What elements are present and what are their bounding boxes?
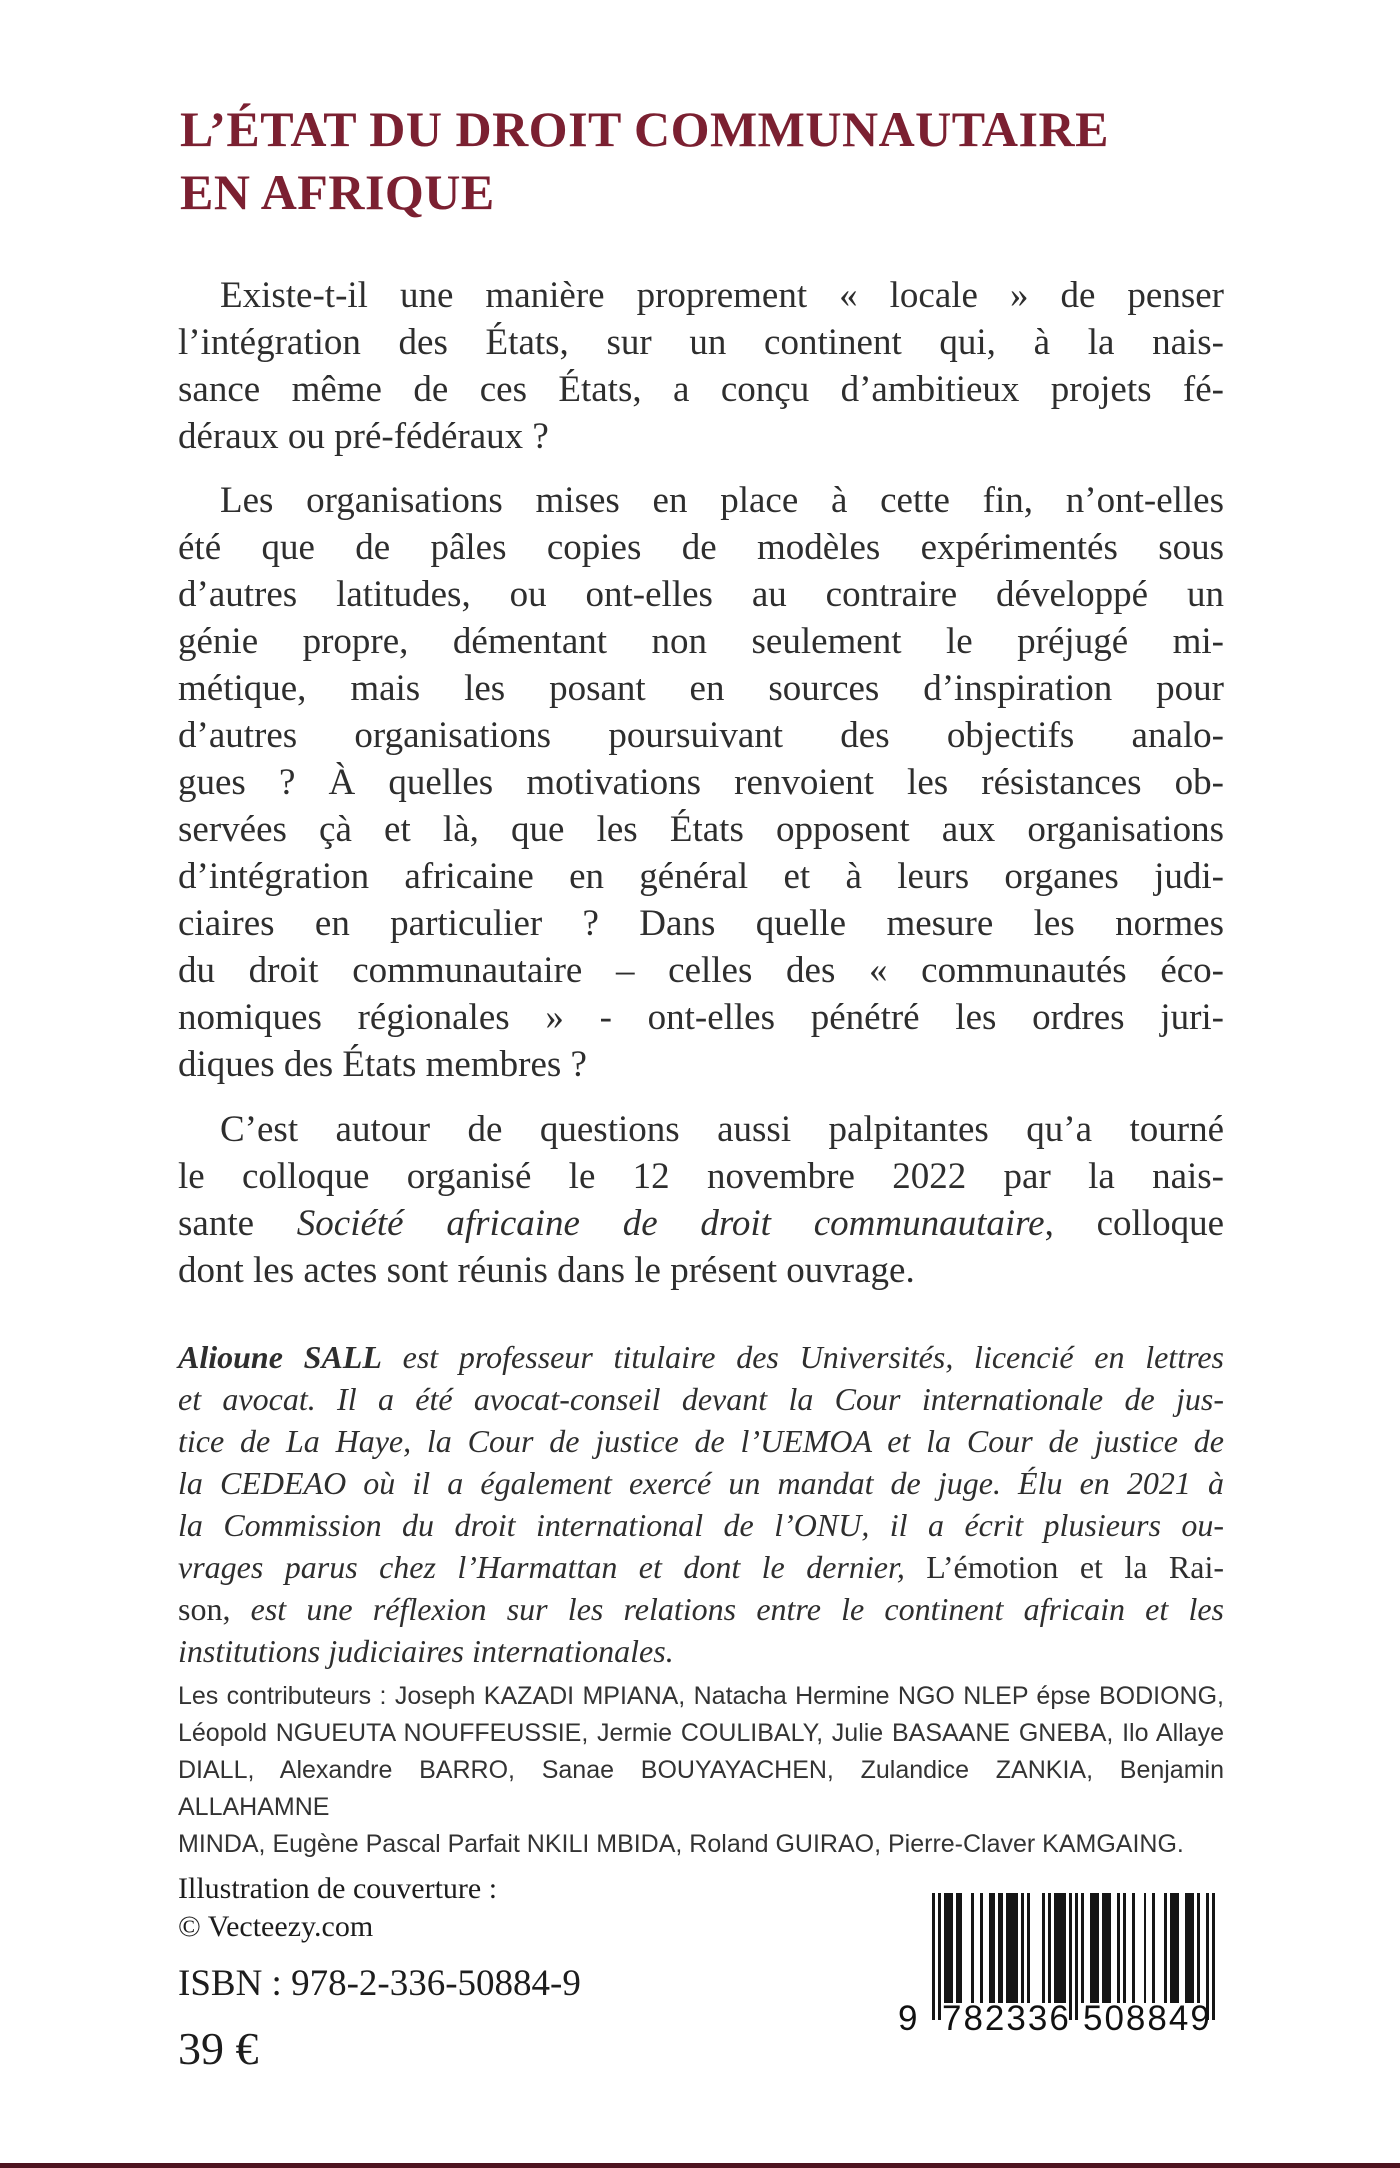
text-line: dont les actes sont réunis dans le présent ouvrage. [178, 1250, 915, 1291]
text-line: l’intégration des États, sur un continent qui, à la nais- [178, 322, 1224, 363]
barcode-bar [998, 1893, 1004, 2003]
barcode-bar [1048, 1893, 1051, 2003]
contributors-list [178, 1678, 1224, 1863]
book-title-line1: L’ÉTAT DU DROIT COMMUNAUTAIRE [180, 101, 1109, 157]
text-line: servées çà et là, que les États opposent aux organisations [178, 809, 1224, 850]
text-line: d’autres latitudes, ou ont-elles au contraire développé un [178, 574, 1224, 615]
text-line: institutions judiciaires internationales. [178, 1633, 674, 1669]
text-line: diques des États membres ? [178, 1044, 587, 1085]
barcode-bar [932, 1893, 935, 2020]
barcode-bar [944, 1893, 953, 2003]
barcode-bar [1054, 1893, 1066, 2003]
text-line: tice de La Haye, la Cour de justice de l’UEMOA et la Cour de justice de [178, 1423, 1224, 1459]
cover-illustration-source: © Vecteezy.com [178, 1910, 374, 1943]
barcode-bar [938, 1893, 941, 2020]
cover-illustration-credit [178, 1870, 497, 1946]
barcode-bar [1027, 1893, 1030, 2003]
barcode-bar [1090, 1893, 1099, 2003]
text-line: ciaires en particulier ? Dans quelle mesure les normes [178, 903, 1224, 944]
barcode-group1-digits: 782336 [942, 1999, 1071, 2038]
text-line: Léopold NGUEUTA NOUFFEUSSIE, Jermie COULIBALY, Julie BASAANE GNEBA, Ilo Allaye [178, 1719, 1224, 1747]
barcode-bar [1006, 1893, 1018, 2003]
barcode-bar [1081, 1893, 1084, 2003]
barcode-bar [1197, 1893, 1200, 2003]
barcode-bar [1170, 1893, 1179, 2003]
text-line: d’intégration africaine en général et à leurs organes judi- [178, 856, 1224, 897]
text-line: et avocat. Il a été avocat-conseil devant la Cour internationale de jus- [178, 1381, 1224, 1417]
text-line: le colloque organisé le 12 novembre 2022 par la nais- [178, 1156, 1224, 1197]
text-line: gues ? À quelles motivations renvoient les résistances ob- [178, 762, 1224, 803]
isbn-number: ISBN : 978-2-336-50884-9 [178, 1963, 581, 2004]
book-title [180, 98, 1280, 224]
barcode-bar [989, 1893, 995, 2003]
text-line: sance même de ces États, a conçu d’ambitieux projets fé- [178, 369, 1224, 410]
book-title-line2: EN AFRIQUE [180, 164, 495, 220]
text-line: Existe-t-il une manière proprement « locale » de penser [220, 275, 1224, 316]
barcode-bar [1123, 1893, 1126, 2003]
barcode-bar [1185, 1893, 1194, 2003]
text-line: nomiques régionales » - ont-elles pénétré les ordres juri- [178, 997, 1224, 1038]
paragraph-colloque [178, 1106, 1224, 1294]
barcode-bar [1132, 1893, 1135, 2003]
ean13-barcode [900, 1893, 1220, 2063]
cover-illustration-label: Illustration de couverture : [178, 1872, 498, 1905]
text-line: la CEDEAO où il a également exercé un mandat de juge. Élu en 2021 à [178, 1465, 1224, 1501]
bottom-edge-rule [0, 2163, 1400, 2168]
barcode-bar [1117, 1893, 1120, 2003]
barcode-bar [1021, 1893, 1024, 2003]
text-line: Les contributeurs : Joseph KAZADI MPIANA, Natacha Hermine NGO NLEP épse BODIONG, [178, 1682, 1224, 1710]
barcode-bar [980, 1893, 983, 2003]
barcode-bar [1164, 1893, 1167, 2003]
text-line: C’est autour de questions aussi palpitantes qu’a tourné [220, 1109, 1224, 1150]
barcode-lead-digit: 9 [898, 1999, 918, 2038]
text-line: son, est une réflexion sur les relations entre le continent africain et les [178, 1591, 1224, 1627]
text-line: métique, mais les posant en sources d’inspiration pour [178, 668, 1224, 709]
barcode-bar [1042, 1893, 1045, 2003]
text-line: vrages parus chez l’Harmattan et dont le dernier, L’émotion et la Rai- [178, 1549, 1225, 1585]
text-line: Les organisations mises en place à cette fin, n’ont-elles [220, 480, 1224, 521]
barcode-bar [1102, 1893, 1111, 2003]
text-line: DIALL, Alexandre BARRO, Sanae BOUYAYACHEN, Zulandice ZANKIA, Benjamin ALLAHAMNE [178, 1756, 1224, 1821]
text-line: Alioune SALL est professeur titulaire des Universités, licencié en lettres [178, 1339, 1225, 1375]
text-line: déraux ou pré-fédéraux ? [178, 416, 549, 457]
barcode-bar [1152, 1893, 1155, 2003]
text-line: du droit communautaire – celles des « communautés éco- [178, 950, 1224, 991]
text-line: été que de pâles copies de modèles expérimentés sous [178, 527, 1224, 568]
text-line: MINDA, Eugène Pascal Parfait NKILI MBIDA, Roland GUIRAO, Pierre-Claver KAMGAING. [178, 1830, 1184, 1858]
barcode-group2-digits: 508849 [1083, 1999, 1212, 2038]
paragraph-questions [178, 477, 1224, 1088]
price-label: 39 € [178, 2023, 259, 2074]
barcode-bar [956, 1893, 962, 2003]
barcode-bar [1144, 1893, 1147, 2003]
barcode-bar [971, 1893, 974, 2003]
author-bio [178, 1336, 1224, 1672]
text-line: sante Société africaine de droit communautaire, colloque [178, 1203, 1225, 1244]
paragraph-intro [178, 272, 1224, 460]
barcode-bar [1212, 1893, 1215, 2020]
text-line: la Commission du droit international de l’ONU, il a écrit plusieurs ou- [178, 1507, 1224, 1543]
text-line: d’autres organisations poursuivant des objectifs analo- [178, 715, 1224, 756]
barcode-bar [1075, 1893, 1078, 2020]
text-line: génie propre, démentant non seulement le préjugé mi- [178, 621, 1224, 662]
